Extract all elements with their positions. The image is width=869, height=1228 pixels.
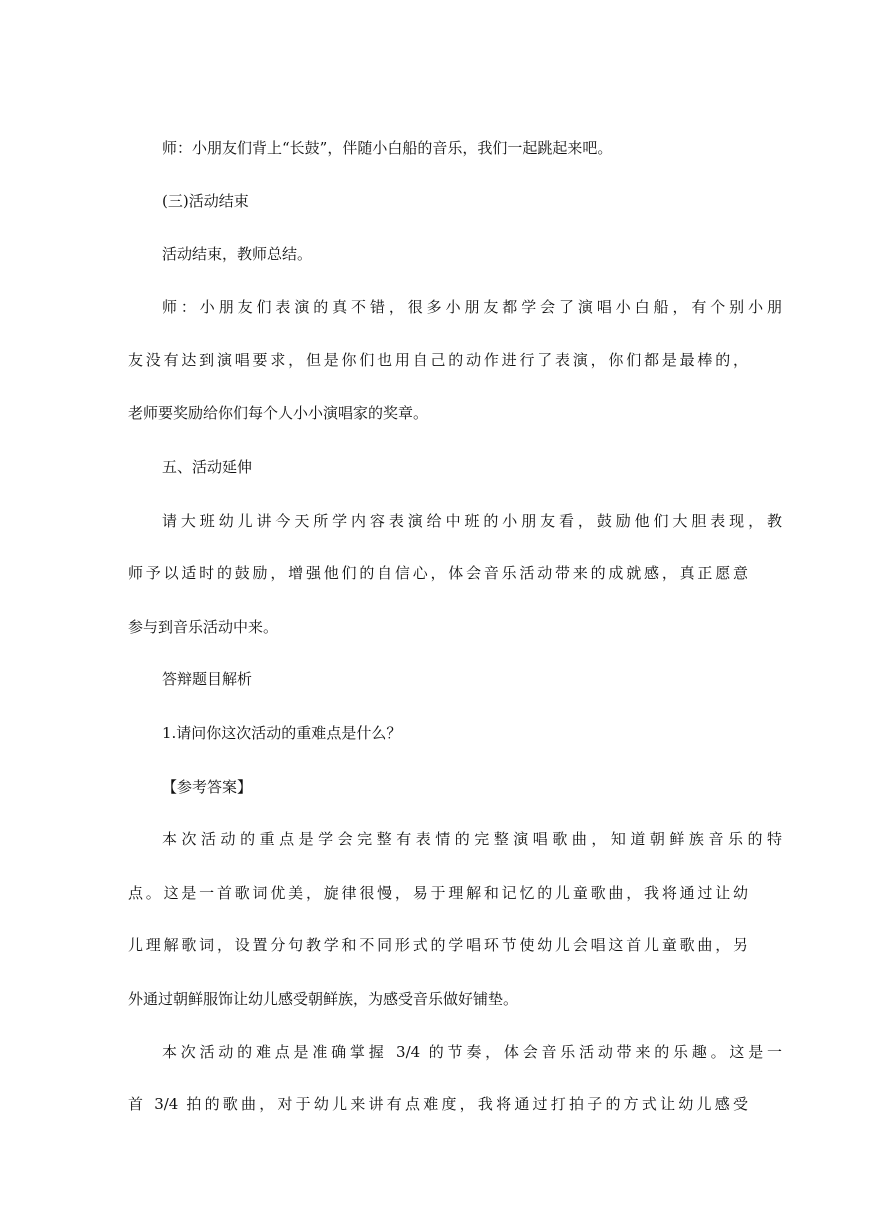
text-line: 点。这是一首歌词优美，旋律很慢，易于理解和记忆的儿童歌曲，我将通过让幼 (128, 884, 748, 902)
text-line: 师：小朋友们背上“长鼓”，伴随小白船的音乐，我们一起跳起来吧。 (162, 139, 613, 157)
text-line: 请大班幼儿讲今天所学内容表演给中班的小朋友看，鼓励他们大胆表现，教 (162, 512, 782, 530)
section-heading: 五、活动延伸 (162, 458, 253, 476)
text-line: 参与到音乐活动中来。 (128, 618, 279, 636)
question-line: 1.请问你这次活动的重难点是什么？ (162, 724, 402, 742)
text-line: 友没有达到演唱要求，但是你们也用自己的动作进行了表演，你们都是最棒的， (128, 351, 748, 369)
text-line: 活动结束，教师总结。 (162, 245, 313, 263)
text-line: 本次活动的重点是学会完整有表情的完整演唱歌曲，知道朝鲜族音乐的特 (162, 830, 782, 848)
text-line: 老师要奖励给你们每个人小小演唱家的奖章。 (128, 404, 429, 422)
text-line: 本次活动的难点是准确掌握 3/4 的节奏，体会音乐活动带来的乐趣。这是一 (162, 1043, 782, 1061)
text-line: 师予以适时的鼓励，增强他们的自信心，体会音乐活动带来的成就感，真正愿意 (128, 564, 748, 582)
text-line: 师：小朋友们表演的真不错，很多小朋友都学会了演唱小白船，有个别小朋 (162, 298, 782, 316)
text-line: 外通过朝鲜服饰让幼儿感受朝鲜族，为感受音乐做好铺垫。 (128, 990, 519, 1008)
answer-heading: 【参考答案】 (162, 778, 253, 796)
section-heading: (三)活动结束 (162, 192, 249, 210)
text-line: 儿理解歌词，设置分句教学和不同形式的学唱环节使幼儿会唱这首儿童歌曲，另 (128, 936, 748, 954)
text-line: 首 3/4 拍的歌曲，对于幼儿来讲有点难度，我将通过打拍子的方式让幼儿感受 (128, 1095, 748, 1113)
section-heading: 答辩题目解析 (162, 670, 253, 688)
